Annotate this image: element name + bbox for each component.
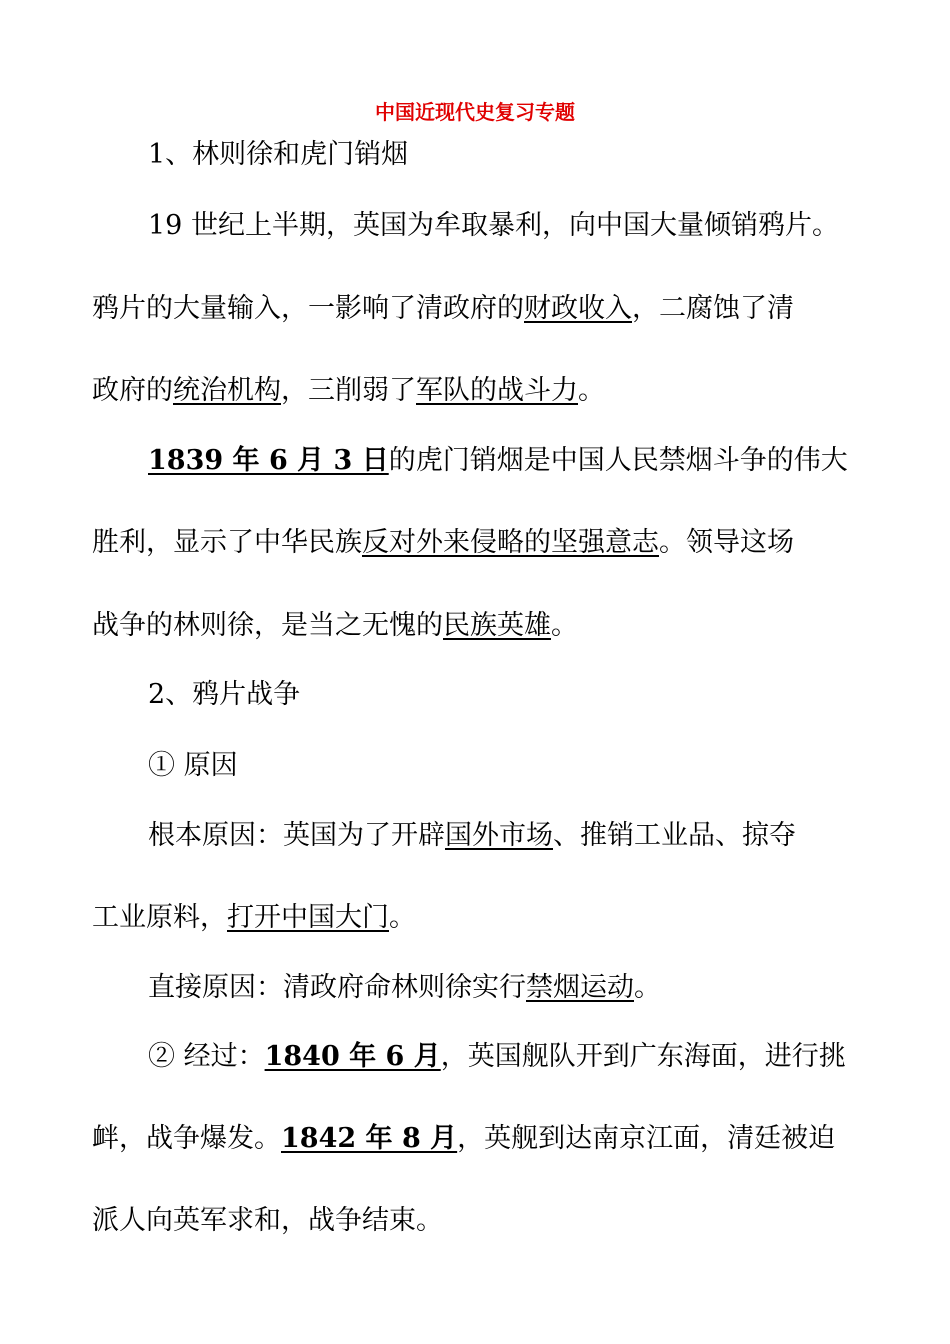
text-run: 直接原因：清政府命林则徐实行 — [148, 972, 526, 1003]
text-run: 。领导这场 — [659, 527, 794, 558]
underlined-term: 民族英雄 — [443, 610, 551, 641]
page-title: 中国近现代史复习专题 — [375, 100, 575, 124]
paragraph-1-line-3 — [92, 368, 605, 407]
cause-root-line-1 — [148, 813, 796, 852]
text-run: 根本原因：英国为了开辟 — [148, 820, 445, 851]
text-run: ，三削弱了 — [281, 375, 416, 406]
underlined-term: 财政收入 — [524, 293, 632, 324]
underlined-term: 军队的战斗力 — [416, 375, 578, 406]
cause-direct-line — [148, 965, 661, 1004]
text-run: 政府的 — [92, 375, 173, 406]
text-run: 19 世纪上半期，英国为牟取暴利，向中国大量倾销鸦片。 — [148, 210, 839, 241]
underlined-term: 禁烟运动 — [526, 972, 634, 1003]
text-run: 派人向英军求和，战争结束。 — [92, 1205, 443, 1236]
section-1-heading: 1、林则徐和虎门销烟 — [148, 139, 409, 170]
text-run: 。 — [634, 972, 661, 1003]
text-run: 衅，战争爆发。 — [92, 1123, 281, 1154]
paragraph-1-line-2 — [92, 286, 794, 325]
text-run: ，英国舰队开到广东海面，进行挑 — [440, 1041, 846, 1072]
paragraph-1-line-1 — [148, 203, 839, 242]
course-line-1 — [148, 1034, 846, 1073]
underlined-term: 打开中国大门 — [227, 902, 389, 933]
paragraph-2-line-1 — [148, 438, 848, 477]
text-run: ，英舰到达南京江面，清廷被迫 — [457, 1123, 836, 1154]
underlined-date: 1842 年 8 月 — [281, 1123, 458, 1154]
text-run: 。 — [389, 902, 416, 933]
underlined-term: 国外市场 — [445, 820, 553, 851]
underlined-date: 1840 年 6 月 — [264, 1041, 441, 1072]
course-line-3 — [92, 1198, 443, 1237]
paragraph-2-line-2 — [92, 520, 794, 559]
section-2-heading: 2、鸦片战争 — [148, 679, 301, 710]
text-run: 胜利，显示了中华民族 — [92, 527, 362, 558]
text-run: 。 — [578, 375, 605, 406]
underlined-date: 1839 年 6 月 3 日 — [148, 445, 389, 476]
subheading-causes: ① 原因 — [148, 750, 238, 781]
underlined-term: 反对外来侵略的坚强意志 — [362, 527, 659, 558]
underlined-term: 统治机构 — [173, 375, 281, 406]
paragraph-2-line-3 — [92, 603, 578, 642]
text-run: 。 — [551, 610, 578, 641]
text-run: 鸦片的大量输入，一影响了清政府的 — [92, 293, 524, 324]
course-line-2 — [92, 1116, 835, 1155]
text-run: ② 经过： — [148, 1041, 265, 1072]
text-run: 的虎门销烟是中国人民禁烟斗争的伟大 — [388, 445, 848, 476]
text-run: ，二腐蚀了清 — [632, 293, 794, 324]
text-run: 、推销工业品、掠夺 — [553, 820, 796, 851]
cause-root-line-2 — [92, 895, 416, 934]
text-run: 战争的林则徐，是当之无愧的 — [92, 610, 443, 641]
text-run: 工业原料， — [92, 902, 227, 933]
